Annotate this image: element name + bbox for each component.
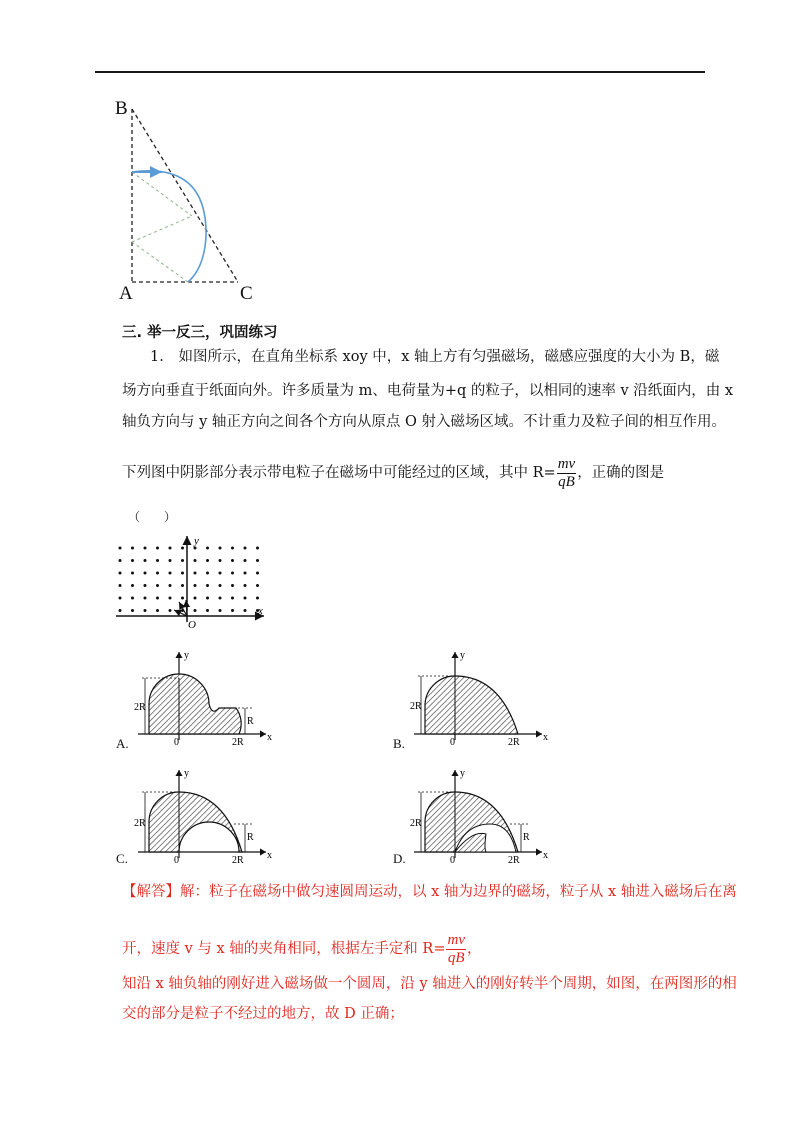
field-dot — [181, 559, 184, 562]
field-dot — [194, 572, 197, 575]
svg-text:2R: 2R — [508, 855, 520, 864]
field-dot — [131, 559, 134, 562]
formula-r: $\frac{mv}{qB}$ — [557, 456, 576, 490]
field-dot — [181, 572, 184, 575]
field-dot — [144, 609, 147, 612]
question-line-1: 1. 如图所示，在直角坐标系 xoy 中，x 轴上方有匀强磁场，磁感应强度的大小为 B，磁 — [150, 349, 720, 365]
svg-text:x: x — [267, 850, 272, 861]
field-dot — [169, 547, 172, 550]
section-heading: 三. 举一反三，巩固练习 — [122, 325, 278, 341]
field-dot — [244, 572, 247, 575]
option-d-figure[interactable] — [410, 764, 550, 864]
field-dot — [131, 584, 134, 587]
field-dot — [131, 572, 134, 575]
svg-text:y: y — [460, 650, 465, 661]
field-dot — [181, 584, 184, 587]
svg-text:0: 0 — [450, 855, 455, 864]
svg-text:x: x — [267, 732, 272, 743]
label-a: A — [119, 283, 133, 304]
svg-text:x: x — [543, 732, 548, 743]
field-dot — [181, 597, 184, 600]
field-dot — [156, 572, 159, 575]
field-dot — [194, 597, 197, 600]
field-dot — [244, 584, 247, 587]
field-dot — [231, 559, 234, 562]
field-dot — [119, 547, 122, 550]
svg-text:R: R — [523, 832, 530, 843]
solution-line-3: 知沿 x 轴负轴的刚好进入磁场做一个圆周，沿 y 轴进入的刚好转半个周期，如图，在两图形的相 — [122, 976, 737, 992]
header-rule — [95, 71, 705, 73]
field-dot — [244, 559, 247, 562]
field-dot — [144, 584, 147, 587]
trajectory-arc — [132, 171, 206, 282]
field-dot — [256, 597, 259, 600]
field-dot — [144, 572, 147, 575]
field-dot — [156, 547, 159, 550]
option-c-label[interactable]: C. — [116, 851, 128, 866]
svg-text:x: x — [543, 850, 548, 861]
option-a-figure[interactable] — [134, 646, 274, 746]
field-dot — [206, 609, 209, 612]
side-bc — [132, 109, 238, 282]
y-label: y — [194, 535, 199, 547]
field-dot — [169, 559, 172, 562]
option-b-label[interactable]: B. — [393, 736, 405, 751]
field-dot — [256, 559, 259, 562]
solution-line-1: 【解答】解：粒子在磁场中做匀速圆周运动，以 x 轴为边界的磁场，粒子从 x 轴进入磁场后在离 — [122, 884, 737, 900]
triangle-figure — [110, 92, 270, 307]
field-dot — [219, 547, 222, 550]
field-dot — [169, 584, 172, 587]
field-dot — [231, 572, 234, 575]
radius-line-3 — [132, 242, 188, 282]
svg-text:0: 0 — [174, 855, 179, 864]
field-dot — [169, 609, 172, 612]
svg-text:y: y — [184, 768, 189, 779]
field-dot — [219, 584, 222, 587]
option-d-label[interactable]: D. — [393, 851, 406, 866]
field-dot — [119, 572, 122, 575]
field-dot — [256, 584, 259, 587]
field-dot — [231, 547, 234, 550]
field-dot — [206, 547, 209, 550]
svg-text:2R: 2R — [410, 701, 422, 712]
field-dot — [219, 559, 222, 562]
field-dot — [119, 609, 122, 612]
field-dot — [156, 609, 159, 612]
field-dot — [156, 597, 159, 600]
field-dot — [231, 584, 234, 587]
question-line-4: 下列图中阴影部分表示带电粒子在磁场中可能经过的区域，其中 R= $\frac{mv}{qB}$ ，正确的图是 — [122, 456, 665, 490]
field-dot — [206, 584, 209, 587]
svg-text:y: y — [460, 768, 465, 779]
field-dot — [244, 547, 247, 550]
field-dot — [194, 584, 197, 587]
field-dot — [131, 597, 134, 600]
solution-formula: $\frac{mv}{qB}$ — [447, 932, 465, 966]
question-line-3: 轴负方向与 y 轴正方向之间各个方向从原点 O 射入磁场区域。不计重力及粒子间的相互作用。 — [122, 414, 727, 430]
radius-line-2 — [132, 216, 192, 242]
svg-text:0: 0 — [450, 737, 455, 746]
label-b: B — [115, 98, 128, 119]
svg-text:R: R — [247, 716, 254, 727]
field-dot — [231, 609, 234, 612]
field-dot — [119, 559, 122, 562]
option-c-figure[interactable] — [134, 764, 274, 864]
question-line-2: 场方向垂直于纸面向外。许多质量为 m、电荷量为+q 的粒子，以相同的速率 v 沿纸面内，由 x — [122, 383, 734, 399]
svg-text:0: 0 — [174, 737, 179, 746]
field-dot — [169, 572, 172, 575]
svg-text:2R: 2R — [232, 855, 244, 864]
field-dot — [131, 547, 134, 550]
field-dot — [156, 559, 159, 562]
field-dot — [219, 609, 222, 612]
field-dot — [194, 559, 197, 562]
field-dot — [219, 597, 222, 600]
field-dots — [119, 547, 260, 613]
field-dot — [244, 597, 247, 600]
svg-text:2R: 2R — [134, 702, 146, 713]
field-dot — [131, 609, 134, 612]
origin-label: O — [188, 619, 196, 630]
field-dot — [194, 609, 197, 612]
field-dot — [231, 597, 234, 600]
field-dot — [219, 572, 222, 575]
field-dot — [156, 584, 159, 587]
field-dot — [256, 547, 259, 550]
svg-text:R: R — [247, 832, 254, 843]
field-dot — [144, 547, 147, 550]
field-dot — [256, 572, 259, 575]
field-dot — [181, 547, 184, 550]
field-dot — [206, 559, 209, 562]
x-label: x — [258, 605, 263, 617]
field-dot — [119, 584, 122, 587]
solution-line-2: 开，速度 v 与 x 轴的夹角相同，根据左手定和 R= $\frac{mv}{qB}$ ， — [122, 932, 482, 966]
answer-blank: （ ） — [128, 510, 177, 524]
field-dot — [206, 572, 209, 575]
question-number: 1. — [150, 349, 164, 365]
option-b-figure[interactable] — [410, 646, 550, 746]
svg-text:2R: 2R — [508, 737, 520, 746]
field-dot — [206, 597, 209, 600]
field-dot — [244, 609, 247, 612]
solution-tag: 【解答】 — [122, 884, 180, 900]
solution-line-4: 交的部分是粒子不经过的地方，故 D 正确； — [122, 1006, 404, 1022]
svg-text:2R: 2R — [232, 737, 244, 746]
svg-text:2R: 2R — [134, 818, 146, 829]
label-c: C — [240, 283, 253, 304]
field-dot — [144, 559, 147, 562]
field-dot — [144, 597, 147, 600]
field-figure — [112, 530, 272, 630]
svg-text:2R: 2R — [410, 818, 422, 829]
option-a-label[interactable]: A. — [116, 736, 129, 751]
field-dot — [119, 597, 122, 600]
field-dot — [169, 597, 172, 600]
svg-text:y: y — [184, 650, 189, 661]
